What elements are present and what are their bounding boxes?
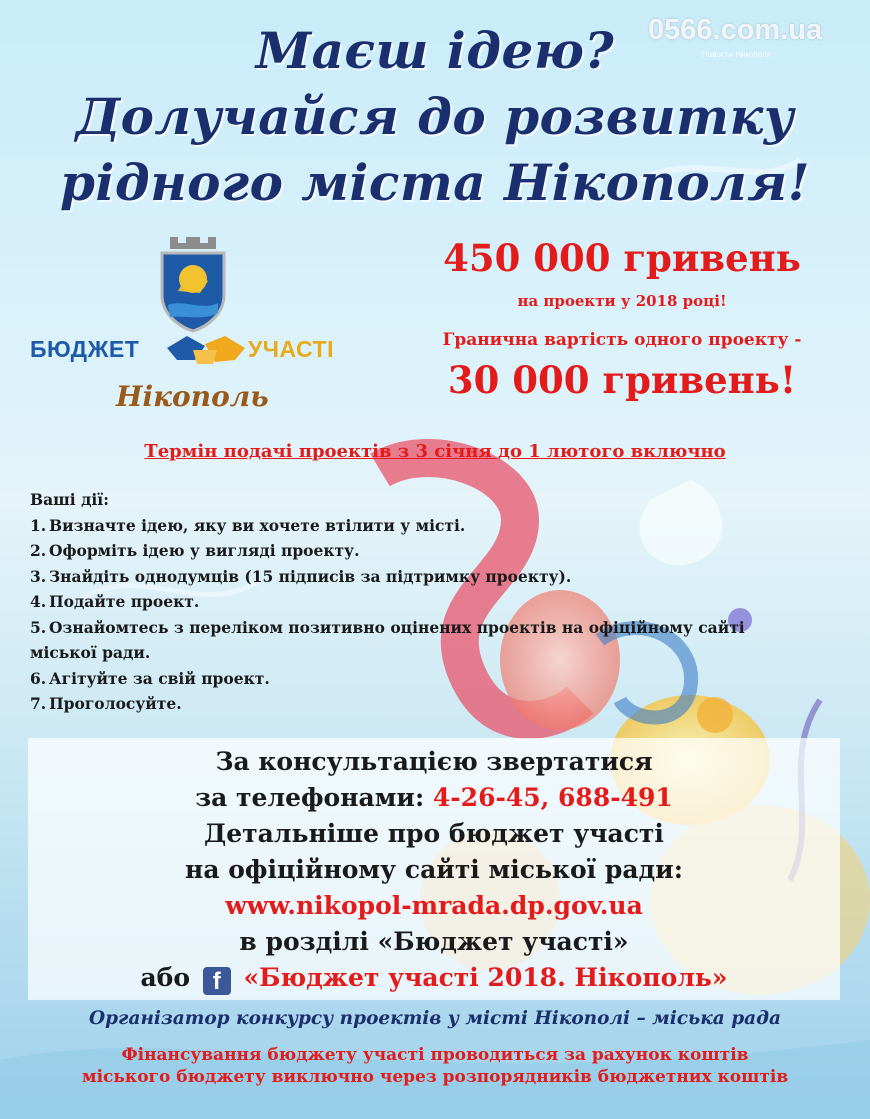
or-label: або xyxy=(140,963,191,992)
steps-title: Ваші дії: xyxy=(30,490,109,509)
headline-line-2: Долучайся до розвитку xyxy=(75,87,795,146)
headline-line-3: рідного міста Нікополя! xyxy=(59,153,811,212)
facebook-icon[interactable]: f xyxy=(203,967,231,995)
official-site-line: на офіційному сайті міської ради: xyxy=(185,855,683,884)
list-item: 5. Ознайомтесь з переліком позитивно оцінених проектів на офіційному сайті xyxy=(30,617,745,637)
funding-note xyxy=(0,1044,870,1088)
city-name: Нікополь xyxy=(116,380,269,413)
steps-list xyxy=(30,487,850,717)
list-item: 4. Подайте проект. xyxy=(30,592,200,611)
submission-deadline: Термін подачі проектів з 3 січня до 1 лютого включно xyxy=(144,441,726,462)
organizer-note: Організатор конкурсу проектів у місті Нікополі – міська рада xyxy=(89,1008,781,1029)
city-emblem-icon xyxy=(148,233,238,333)
list-item: 3. Знайдіть однодумців (15 підписів за підтримку проекту). xyxy=(30,566,572,586)
list-item: 6. Агітуйте за свій проект. xyxy=(30,668,270,688)
funding-note-line-1: Фінансування бюджету участі проводиться за рахунок коштів xyxy=(121,1045,749,1065)
facebook-page-link[interactable]: «Бюджет участі 2018. Нікополь» xyxy=(243,963,728,992)
contact-panel xyxy=(28,738,840,1000)
headline-line-1: Маєш ідею? xyxy=(255,21,615,80)
project-limit-value: 30 000 гривень! xyxy=(447,358,797,402)
site-section: в розділі «Бюджет участі» xyxy=(239,927,629,956)
list-item: 7. Проголосуйте. xyxy=(30,694,182,713)
phones-label: за телефонами: xyxy=(195,783,425,812)
total-budget-amount: 450 000 гривень xyxy=(443,236,801,280)
logo-word-budget: БЮДЖЕТ xyxy=(30,336,140,362)
site-watermark-tagline: Новости Никополя xyxy=(702,50,772,59)
site-watermark: 0566.com.ua xyxy=(648,14,823,46)
budget-participation-logo xyxy=(30,332,360,372)
list-item-continuation: міської ради. xyxy=(30,643,151,662)
funding-note-line-2: міського бюджету виключно через розпорядників бюджетних коштів xyxy=(81,1067,789,1087)
phone-numbers[interactable]: 4-26-45, 688-491 xyxy=(432,783,673,812)
official-site-link[interactable]: www.nikopol-mrada.dp.gov.ua xyxy=(225,891,643,920)
list-item: 2. Оформіть ідею у вигляді проекту. xyxy=(30,541,360,560)
handshake-icon xyxy=(165,330,247,370)
project-limit-label: Гранична вартість одного проекту - xyxy=(442,330,802,350)
details-line: Детальніше про бюджет участі xyxy=(204,819,664,848)
facebook-row xyxy=(28,960,840,996)
total-budget-note: на проекти у 2018 році! xyxy=(517,292,727,310)
contact-intro: За консультацією звертатися xyxy=(215,747,653,776)
contact-phones-row xyxy=(28,780,840,816)
headline xyxy=(0,18,870,216)
logo-word-participation: УЧАСТІ xyxy=(248,336,334,362)
list-item: 1. Визначте ідею, яку ви хочете втілити у місті. xyxy=(30,515,466,535)
